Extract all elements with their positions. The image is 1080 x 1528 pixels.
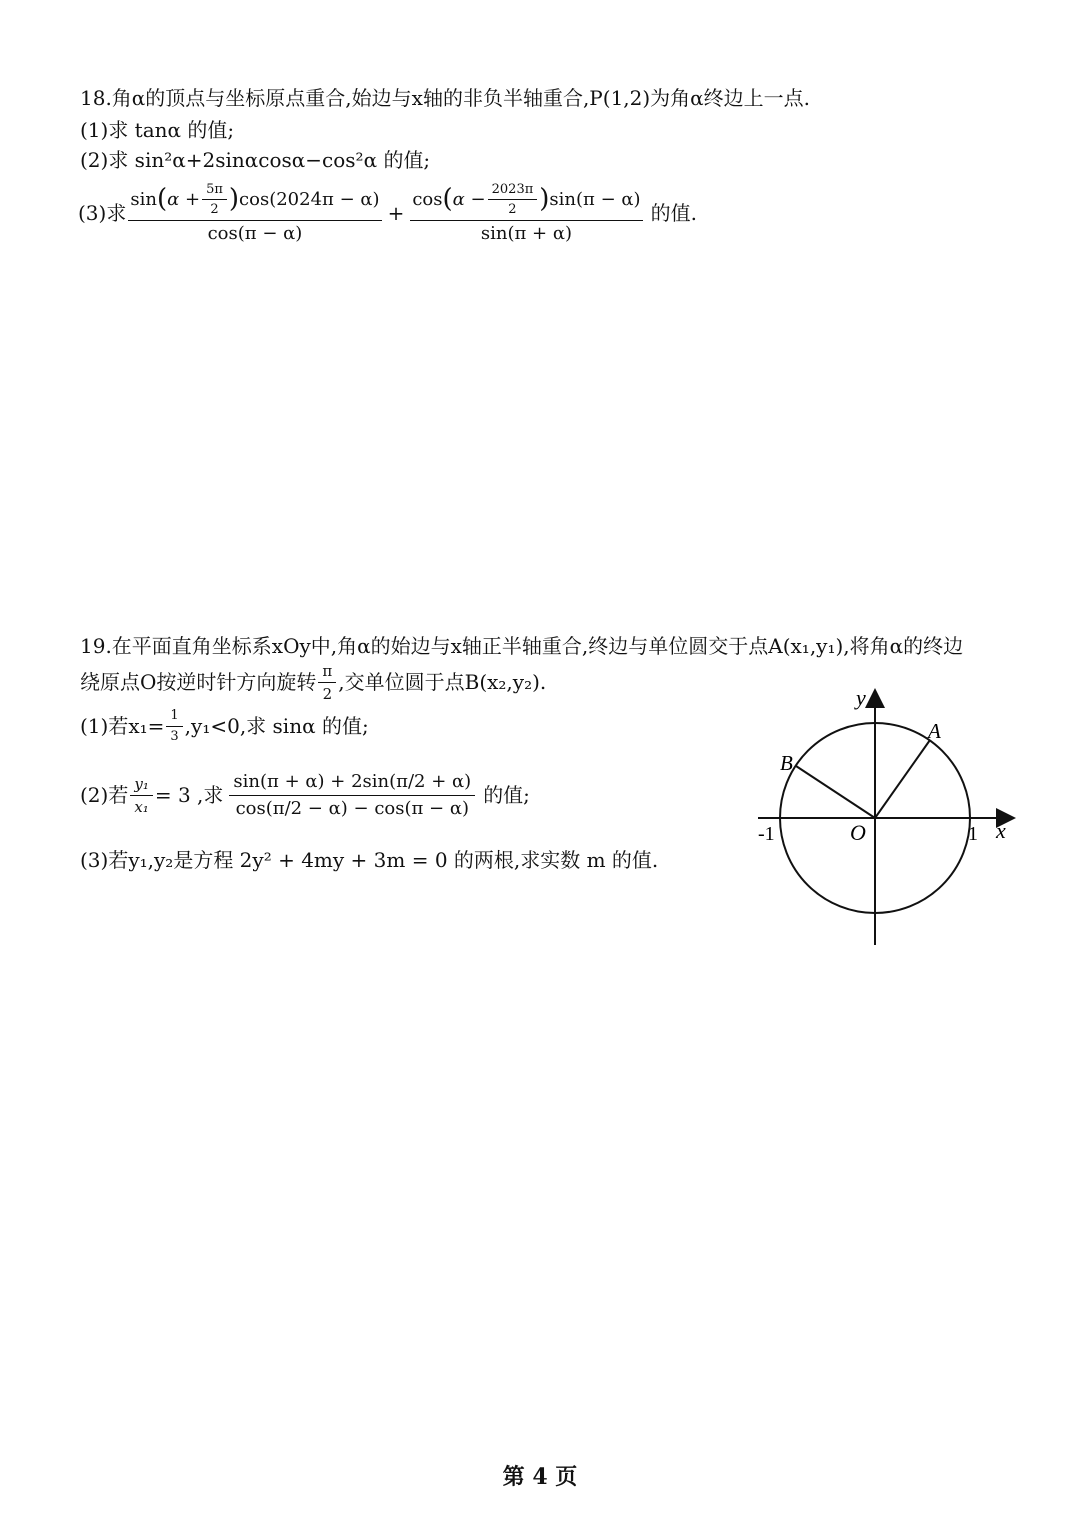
page-footer: 第 4 页: [502, 1464, 578, 1490]
q18-term2-alpha: α −: [452, 188, 486, 210]
q19-p2-expr-num: sin(π + α) + 2sin(π/2 + α): [229, 771, 475, 796]
q18-part3: [78, 172, 697, 254]
q19-stem-l2-b: ,交单位圆于点B(x₂,y₂).: [338, 670, 547, 694]
q18-part3-prefix: (3)求: [78, 201, 127, 225]
q18-term1-frac: [202, 182, 227, 218]
q18-term2-cos: cos: [412, 188, 443, 210]
q19-p1-a: (1)若x₁=: [80, 714, 165, 738]
segment-oa: [875, 740, 930, 818]
q18-part3-term1: sin ( α + $\frac{5\pi}{2}$ ) cos(2024π − α) cos(π − α): [130, 181, 380, 244]
q19-p1-frac-num: 1: [166, 708, 182, 727]
q18-term2-frac: [488, 182, 538, 218]
q18-term2-sin: sin(π − α): [549, 188, 641, 210]
unit-circle-diagram: [750, 680, 1030, 950]
q19-p2-c: 的值;: [483, 783, 530, 807]
q18-term1-alpha: α +: [167, 188, 201, 210]
point-a-label: A: [928, 719, 941, 743]
q19-stem-frac-num: π: [318, 662, 336, 683]
q18-part1: (1)求 tanα 的值;: [80, 118, 235, 142]
q19-part3: (3)若y₁,y₂是方程 2y² + 4my + 3m = 0 的两根,求实数 m 的值.: [80, 848, 659, 872]
q18-term2-den: sin(π + α): [480, 222, 573, 244]
q19-p2-ratio: [130, 775, 153, 816]
q18-term2-frac-num: 2023π: [488, 182, 538, 201]
q18-plus: +: [387, 201, 405, 225]
q18-part3-term2: cos ( α − $\frac{2023\pi}{2}$ ) sin(π − α) sin(π + α): [412, 181, 641, 244]
q19-p1-frac-den: 3: [170, 728, 179, 744]
q19-stem-line2: [80, 660, 546, 704]
q19-p2-expr-den: cos(π/2 − α) − cos(π − α): [235, 797, 470, 819]
neg-one-label: -1: [758, 823, 775, 845]
q18-term1-frac-den: 2: [210, 202, 219, 218]
q18-term1-sin: sin: [130, 188, 157, 210]
q19-stem-frac: [318, 662, 336, 703]
q18-term2-frac-den: 2: [508, 202, 517, 218]
y-label: y: [856, 685, 866, 710]
q19-p2-ratio-den: x₁: [134, 797, 149, 816]
q19-part2: [80, 756, 530, 834]
q19-stem-frac-den: 2: [322, 684, 333, 703]
q18-part2: (2)求 sin²α+2sinαcosα−cos²α 的值;: [80, 148, 431, 172]
q19-p2-expression: [229, 771, 475, 819]
q19-p2-b: = 3 ,求: [154, 783, 224, 807]
q19-p1-b: ,y₁<0,求 sinα 的值;: [184, 714, 369, 738]
x-label: x: [996, 818, 1006, 843]
q19-p2-a: (2)若: [80, 783, 129, 807]
point-b-label: B: [780, 751, 793, 775]
origin-label: O: [850, 820, 866, 845]
q19-p2-ratio-num: y₁: [130, 775, 153, 796]
q18-part3-suffix: 的值.: [650, 201, 697, 225]
segment-ob: [796, 766, 875, 818]
q18-term1-frac-num: 5π: [202, 182, 227, 201]
q19-part1: [80, 706, 369, 746]
q19-stem-l2-a: 绕原点O按逆时针方向旋转: [80, 670, 317, 694]
q18-term1-cos: cos(2024π − α): [239, 188, 380, 210]
q18-stem: 18.角α的顶点与坐标原点重合,始边与x轴的非负半轴重合,P(1,2)为角α终边上一点.: [80, 86, 811, 110]
q19-stem-line1: 19.在平面直角坐标系xOy中,角α的始边与x轴正半轴重合,终边与单位圆交于点A(x₁,y₁),将角α的终边: [80, 634, 964, 658]
q19-p1-frac: [166, 708, 182, 744]
one-label: 1: [968, 823, 978, 845]
q18-term1-den: cos(π − α): [207, 222, 303, 244]
